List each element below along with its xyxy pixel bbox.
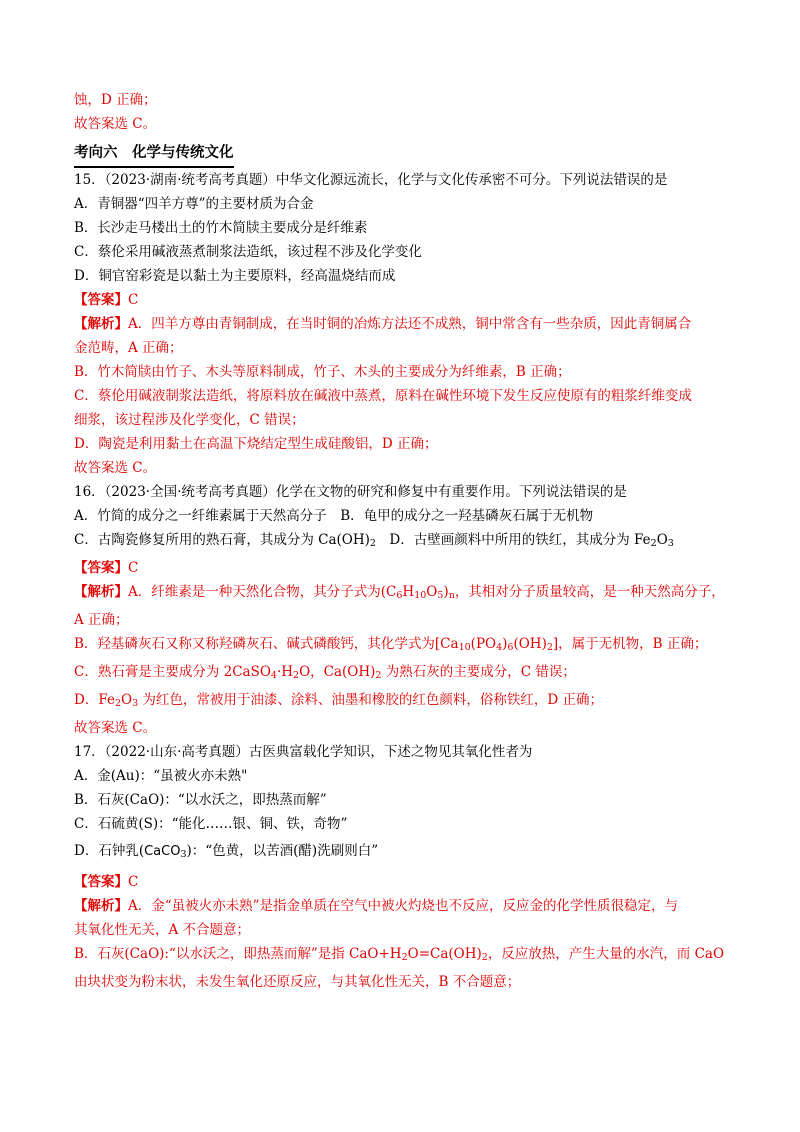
text-line: 其氧化性无关，A 不合题意；	[74, 922, 251, 938]
text-run: ，其相对分子质量较高，是一种天然高分子，	[454, 584, 725, 600]
text-run: )	[502, 636, 508, 652]
subscript: 4	[496, 642, 503, 653]
question-16-explanation	[74, 580, 734, 608]
subscript: 10	[458, 642, 471, 653]
question-16-options-ab: A．竹简的成分之一纤维素属于天然高分子 B．龟甲的成分之一羟基磷灰石属于无机物	[74, 508, 594, 524]
text-run: (OH)	[513, 636, 547, 652]
text-run: O=Ca(OH)	[407, 946, 482, 962]
text-line: 细浆，该过程涉及化学变化，C 错误；	[74, 412, 305, 428]
explanation-text: A．四羊方尊由青铜制成，在当时铜的冶炼方法还不成熟，铜中常含有一些杂质，因此青铜属合	[128, 316, 692, 332]
answer-value: C	[128, 292, 139, 308]
text-line: 故答案选 C。	[74, 116, 157, 132]
answer-value: C	[128, 560, 139, 576]
question-16-options-cd	[74, 528, 734, 556]
answer-tag: 【答案】	[74, 874, 128, 890]
subscript: n	[448, 590, 455, 601]
subscript: 6	[507, 642, 514, 653]
text-run: D．Fe	[74, 692, 115, 708]
question-17-option-d	[74, 836, 734, 870]
question-16-stem: 16．（2023·全国·统考高考真题）化学在文物的研究和修复中有重要作用。下列说法错误的是	[74, 484, 627, 500]
subscript: 2	[401, 952, 408, 963]
text-run: B．石灰(CaO):“以水沃之，即热蒸而解”是指 CaO+H	[74, 946, 402, 962]
text-line: 由块状变为粉末状，未发生氧化还原反应，与其氧化性无关，B 不合题意；	[74, 974, 521, 990]
text-line	[74, 942, 734, 970]
subscript: 3	[667, 538, 674, 549]
text-run: D．石钟乳(	[74, 843, 145, 859]
subscript: 2	[369, 538, 376, 549]
subscript: 3	[132, 698, 139, 709]
question-17-answer	[74, 870, 734, 894]
subscript: 4	[270, 670, 277, 681]
subscript: 2	[650, 538, 657, 549]
text-line	[74, 688, 734, 716]
question-15-option-b: B．长沙走马楼出土的竹木简牍主要成分是纤维素	[74, 220, 368, 236]
text-line: 金范畴，A 正确；	[74, 340, 183, 356]
text-run: 为红色，常被用于油漆、涂料、油墨和橡胶的红色颜料，俗称铁红，D 正确；	[138, 692, 604, 708]
explanation-tag: 【解析】	[74, 584, 128, 600]
subscript: 2	[481, 952, 488, 963]
question-15-option-a: A．青铜器“四羊方尊”的主要材质为合金	[74, 196, 314, 212]
explanation-tag: 【解析】	[74, 898, 128, 914]
subscript: 3	[180, 849, 187, 860]
text-line	[74, 660, 734, 688]
text-line: D．陶瓷是利用黏土在高温下烧结定型生成硅酸铝，D 正确；	[74, 436, 438, 452]
subscript: 2	[375, 670, 382, 681]
text-run: ·H	[276, 664, 294, 680]
subscript: 2	[546, 642, 553, 653]
text-run: A．纤维素是一种天然化合物，其分子式为(C	[128, 584, 397, 600]
text-run: D．古壁画颜料中所用的铁红，其成分为 Fe	[375, 532, 651, 548]
subscript: 6	[396, 590, 403, 601]
question-15-explanation	[74, 312, 734, 336]
question-15-option-d: D．铜官窑彩瓷是以黏土为主要原料，经高温烧结而成	[74, 268, 396, 284]
text-run: O	[426, 584, 438, 600]
text-line: C．蔡伦用碱液制浆法造纸，将原料放在碱液中蒸煮，原料在碱性环境下发生反应使原有的粗浆纤维变成	[74, 388, 692, 404]
question-17-stem: 17．（2022·山东·高考真题）古医典富载化学知识，下述之物见其氧化性者为	[74, 744, 533, 760]
subscript: 10	[414, 590, 427, 601]
text-run: C．熟石膏是主要成分为 2CaSO	[74, 664, 271, 680]
text-run: (PO	[470, 636, 497, 652]
question-17-option-a: A．金(Au)：“虽被火亦未熟"	[74, 768, 248, 784]
answer-tag: 【答案】	[74, 292, 128, 308]
section-heading-text: 考向六 化学与传统文化	[74, 141, 234, 168]
text-line: B．竹木简牍由竹子、木头等原料制成，竹子、木头的主要成分为纤维素，B 正确；	[74, 364, 571, 380]
text-run: B．羟基磷灰石又称又称羟磷灰石、碱式磷酸钙，其化学式为[Ca	[74, 636, 459, 652]
text-run: C．古陶瓷修复所用的熟石膏，其成分为 Ca(OH)	[74, 532, 370, 548]
text-run: 为熟石灰的主要成分，C 错误；	[381, 664, 576, 680]
question-15-answer	[74, 288, 734, 312]
text-run: H	[402, 584, 415, 600]
subscript: 2	[293, 670, 300, 681]
text-line: A 正确；	[74, 612, 129, 628]
question-16-answer	[74, 556, 734, 580]
text-run: O	[121, 692, 133, 708]
question-17-option-c: C．石硫黄(S)：“能化……银、铜、铁，奇物”	[74, 816, 348, 832]
question-15-stem: 15．（2023·湖南·统考高考真题）中华文化源远流长，化学与文化传承密不可分。下列说法错误的是	[74, 172, 668, 188]
question-17-option-b: B．石灰(CaO)：“以水沃之，即热蒸而解”	[74, 792, 327, 808]
document-page	[74, 88, 734, 994]
answer-tag: 【答案】	[74, 560, 128, 576]
text-run: ，反应放热，产生大量的水汽，而 CaO	[487, 946, 725, 962]
question-17-explanation	[74, 894, 734, 918]
explanation-text: A．金“虽被火亦未熟”是指金单质在空气中被火灼烧也不反应，反应金的化学性质很稳定，与	[128, 898, 679, 914]
text-run: O，Ca(OH)	[299, 664, 376, 680]
subscript: 2	[114, 698, 121, 709]
text-line: 蚀，D 正确；	[74, 92, 157, 108]
formula: CaCO	[144, 844, 181, 859]
answer-value: C	[128, 874, 139, 890]
text-run: ]，属于无机物，B 正确；	[552, 636, 708, 652]
subscript: 5	[437, 590, 444, 601]
question-15-option-c: C．蔡伦采用碱液蒸煮制浆法造纸，该过程不涉及化学变化	[74, 244, 422, 260]
text-line: 故答案选 C。	[74, 460, 157, 476]
text-run: )：“色黄，以苦酒(醋)洗刷则白”	[186, 843, 379, 859]
section-heading	[74, 141, 734, 168]
text-line: 故答案选 C。	[74, 720, 157, 736]
text-line	[74, 632, 734, 660]
explanation-tag: 【解析】	[74, 316, 128, 332]
text-run: O	[656, 532, 668, 548]
text-run: )	[443, 584, 449, 600]
